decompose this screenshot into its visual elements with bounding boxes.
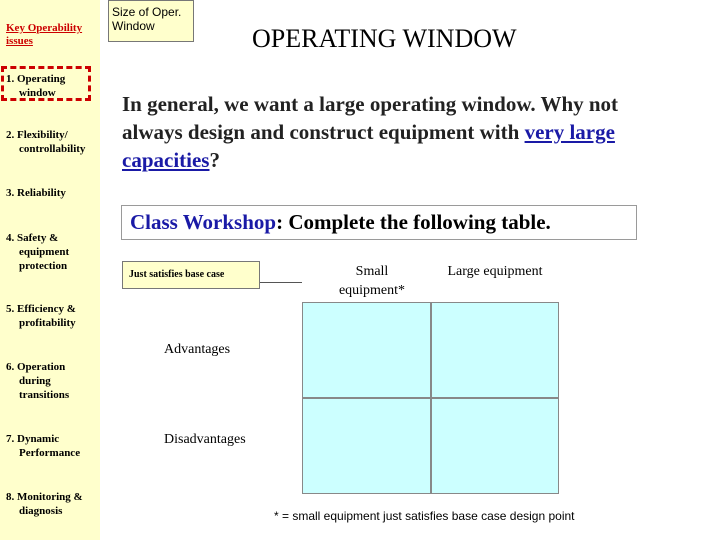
sidebar-item-label: 8. Monitoring & diagnosis <box>6 491 83 517</box>
intro-text: In general, we want a large operating window. Why not always design and construct equipment with <box>122 92 619 144</box>
sidebar-item-operating-window <box>6 72 98 100</box>
intro-highlight: very large capacities <box>122 120 615 172</box>
sidebar-title: Key Operability issues <box>6 22 83 47</box>
sidebar-item-label: 2. Flexibility/ controllability <box>6 129 86 155</box>
base-case-note: Just satisfies base case <box>122 261 260 289</box>
table-cell-small-disadvantages[interactable] <box>302 398 431 494</box>
footnote: * = small equipment just satisfies base case design point <box>274 509 575 523</box>
sidebar-item-transitions <box>6 360 98 402</box>
sidebar-item-label: 3. Reliability <box>6 187 66 199</box>
table-cell-large-disadvantages[interactable] <box>431 398 559 494</box>
table-cell-small-advantages[interactable] <box>302 302 431 398</box>
row-label-advantages: Advantages <box>164 342 231 357</box>
intro-end: ? <box>209 148 220 172</box>
sidebar-item-label: 4. Safety & equipment protection <box>6 232 70 272</box>
row-label-disadvantages: Disadvantages <box>164 432 246 447</box>
column-header-large: Large equipment <box>447 264 543 279</box>
sidebar-item-reliability <box>6 186 98 200</box>
workshop-instruction: : Complete the following table. <box>276 210 551 234</box>
sidebar-item-dynamic <box>6 432 98 460</box>
table-cell-large-advantages[interactable] <box>431 302 559 398</box>
workshop-label: Class Workshop <box>130 210 277 234</box>
intro-paragraph <box>122 90 682 174</box>
page-title: OPERATING WINDOW <box>252 24 517 53</box>
column-header-small: Small equipment* <box>338 264 406 298</box>
sidebar-item-label: 7. Dynamic Performance <box>6 433 81 459</box>
size-label-box: Size of Oper. Window <box>108 0 194 42</box>
sidebar-item-efficiency <box>6 302 98 330</box>
note-connector-line <box>260 282 302 283</box>
sidebar-item-safety <box>6 231 98 273</box>
sidebar-item-monitoring <box>6 490 98 518</box>
sidebar-item-label: 5. Efficiency & profitability <box>6 303 76 329</box>
sidebar-item-flexibility <box>6 128 98 156</box>
sidebar-item-label: 6. Operation during transitions <box>6 361 70 401</box>
workshop-box <box>121 205 637 240</box>
sidebar-item-label: 1. Operating window <box>6 73 66 99</box>
